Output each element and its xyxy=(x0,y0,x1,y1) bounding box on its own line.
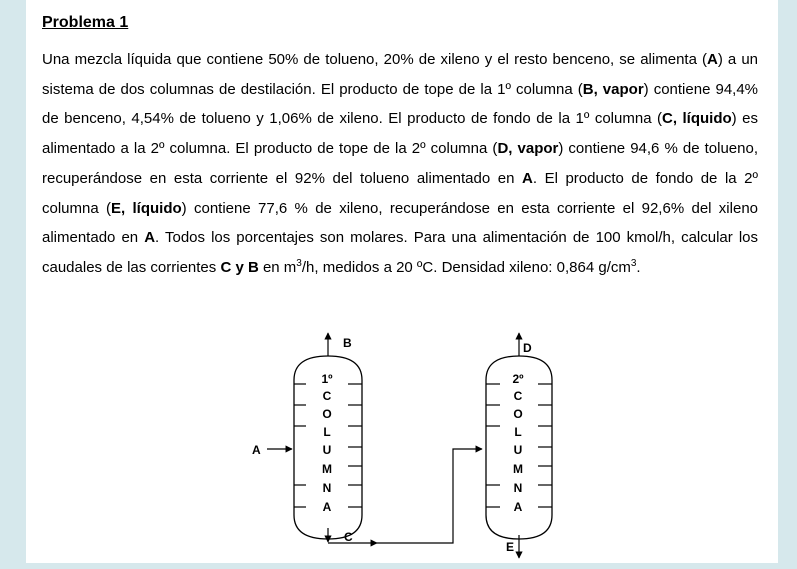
column-1-label-2: O xyxy=(322,407,332,421)
document-page xyxy=(26,0,778,563)
column-2-label-1: C xyxy=(513,389,523,403)
stream-b-label: B xyxy=(343,336,352,350)
column-1 xyxy=(294,356,362,539)
stream-c-label: C xyxy=(344,530,353,544)
column-1-label-6: N xyxy=(322,481,332,495)
distillation-diagram xyxy=(26,325,778,563)
column-1-label-0: 1º xyxy=(321,372,333,386)
column-2-label-2: O xyxy=(513,407,523,421)
column-2-label-5: M xyxy=(513,462,523,476)
stream-b xyxy=(328,333,352,356)
column-1-label-3: L xyxy=(323,425,331,439)
column-2-label-0: 2º xyxy=(512,372,524,386)
column-2-label-7: A xyxy=(513,500,523,514)
column-2-label-3: L xyxy=(514,425,522,439)
column-2-label-4: U xyxy=(513,443,523,457)
stream-e-label: E xyxy=(506,540,515,554)
problem-statement: Una mezcla líquida que contiene 50% de tolueno, 20% de xileno y el resto benceno, se alimenta (A) a un sistema de dos columnas de destilación. El producto de tope de la 1º columna (B, vapor) contiene 94,4% de benceno, 4,54% de tolueno y 1,06% de xileno. El producto de fondo de la 1º columna (C, líquido) es alimentado a la 2º columna. El producto de tope de la 2º columna (D, vapor) contiene 94,6 % de tolueno, recuperándose en esta corriente el 92% del tolueno alimentado en A. El producto de fondo de la 2º columna (E, líquido) contiene 77,6 % de xileno, recuperándose en esta corriente el 92,6% del xileno alimentado en A. Todos los porcentajes son molares. Para una alimentación de 100 kmol/h, calcular los caudales de las corrientes C y B en $m^3/h$, medidos a 20 ºC. Densidad xileno: 0,864 $g/cm^3$. xyxy=(42,51,759,276)
column-1-label-5: M xyxy=(322,462,332,476)
stream-a-label: A xyxy=(252,443,261,457)
problem-title: Problema 1 xyxy=(42,14,129,31)
column-2-label-6: N xyxy=(513,481,523,495)
column-2 xyxy=(486,356,552,539)
column-1-label-4: U xyxy=(322,443,332,457)
stream-d xyxy=(519,333,532,356)
stream-c xyxy=(328,449,482,544)
column-1-label-1: C xyxy=(322,389,332,403)
stream-d-label: D xyxy=(523,341,532,355)
stream-a xyxy=(252,443,292,457)
column-1-label-7: A xyxy=(322,500,332,514)
